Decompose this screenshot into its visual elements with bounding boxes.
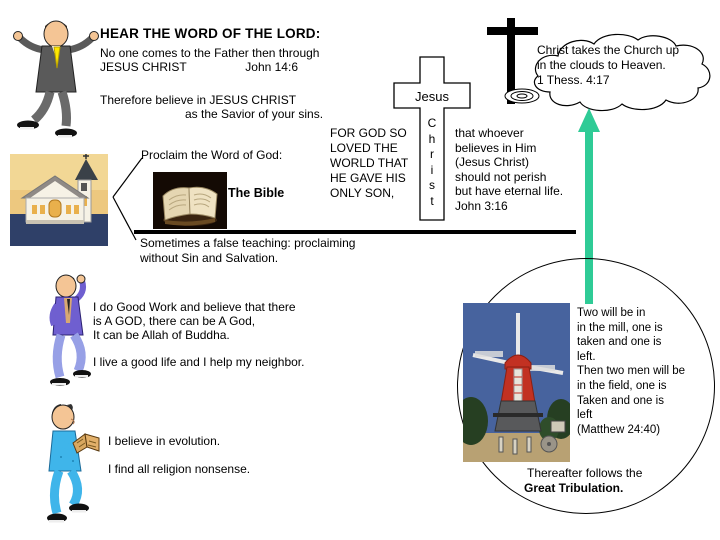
intro-line2	[100, 60, 298, 75]
slide-title: HEAR THE WORD OF THE LORD:	[100, 26, 321, 41]
evolution-text: I believe in evolution.	[108, 434, 221, 448]
bible-image	[153, 172, 227, 229]
verse-left-text: FOR GOD SO LOVED THE WORLD THAT HE GAVE HIS ONLY SON,	[330, 126, 409, 200]
nonsense-text: I find all religion nonsense.	[108, 462, 251, 476]
cross-jesus-label: Jesus	[415, 89, 449, 104]
tribulation-line2: Great Tribulation.	[524, 481, 624, 495]
false-teaching-text: Sometimes a false teaching: proclaiming without Sin and Salvation.	[140, 236, 356, 265]
good-works-text: I do Good Work and believe that there is A GOD, there can be A God, It can be Allah of Buddha.	[93, 300, 296, 342]
cross-christ-letters: C h r i s t	[427, 116, 437, 208]
good-life-text: I live a good life and I help my neighbor.	[93, 355, 305, 369]
jesus-christ-text: JESUS CHRIST	[100, 60, 187, 74]
rapture-text: Two will be in in the mill, one is taken and one is left. Then two men will be in the field, one is Taken and one is left (Matthew 24:40)	[577, 307, 686, 436]
heaven-cloud-text: Christ takes the Church up in the clouds to Heaven. 1 Thess. 4:17	[537, 43, 680, 87]
verse-ref-john14: John 14:6	[245, 60, 298, 74]
tribulation-line1: Thereafter follows the	[527, 466, 643, 480]
divider-line	[134, 230, 576, 234]
preacher-clipart	[6, 14, 102, 140]
intro-line4: as the Savior of your sins.	[185, 107, 324, 121]
church-image	[10, 154, 108, 246]
bible-label: The Bible	[228, 186, 285, 200]
verse-right-text: that whoever believes in Him (Jesus Christ) should not perish but have eternal life. John 3:16	[455, 126, 564, 213]
proclaim-label: Proclaim the Word of God:	[141, 148, 283, 162]
atheist-man-clipart	[27, 401, 105, 527]
windmill-photo	[463, 303, 570, 462]
intro-line1: No one comes to the Father then through	[100, 46, 320, 60]
intro-line3: Therefore believe in JESUS CHRIST	[100, 93, 297, 107]
